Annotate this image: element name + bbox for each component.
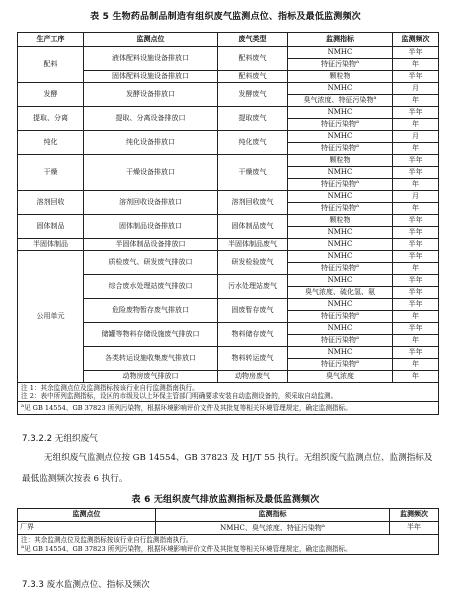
frequency-cell: 半年 (393, 107, 439, 119)
indicator-cell: NMHC (288, 167, 393, 179)
frequency-cell: 年 (393, 335, 439, 347)
indicator-text: 臭气浓度、特征污染物 (303, 96, 374, 105)
indicator-cell: 特征污染物$^a$ (288, 335, 393, 347)
gas-type-cell: 发酵废气 (218, 83, 288, 107)
indicator-text: 特征污染物 (321, 360, 356, 369)
indicator-cell: NMHC (288, 83, 393, 95)
indicator-cell: 特征污染物$^a$ (288, 263, 393, 275)
point-cell: 固体制品设备排放口 (84, 215, 218, 239)
indicator-cell: NMHC (288, 191, 393, 203)
point-cell: 各类转运设施收集废气排放口 (84, 347, 218, 371)
frequency-cell: 半年 (393, 287, 439, 299)
section-heading: 7.3.2.2 无组织废气 (22, 434, 98, 444)
table6-header-cell: 监测指标 (156, 509, 390, 522)
frequency-cell: 半年 (393, 347, 439, 359)
frequency-cell: 半年 (393, 323, 439, 335)
table5-footnote: $^a$见 GB 14554、GB 37823 所列污染物，根据环境影响评价文件及其批复等相关环境管理规定，确定监测指标。 (18, 402, 439, 414)
table-row (18, 191, 439, 203)
point-cell: 危险废物暂存废气排放口 (84, 299, 218, 323)
table-note-row (18, 535, 439, 555)
frequency-cell: 月 (393, 191, 439, 203)
gas-type-cell: 溶剂回收废气 (218, 191, 288, 215)
indicator-cell: NMHC (288, 323, 393, 335)
process-cell: 溶剂回收 (18, 191, 84, 215)
indicator-cell: 特征污染物$^a$ (288, 59, 393, 71)
indicator-text: 特征污染物 (321, 144, 356, 153)
gas-type-cell: 物料储存废气 (218, 323, 288, 347)
process-cell: 配料 (18, 47, 84, 83)
point-cell: 发酵设备排放口 (84, 83, 218, 107)
process-cell: 提取、分离 (18, 107, 84, 131)
gas-type-cell: 污水处理站废气 (218, 275, 288, 299)
frequency-cell: 半年 (393, 227, 439, 239)
gas-type-cell: 固废暂存废气 (218, 299, 288, 323)
indicator-cell: NMHC (288, 299, 393, 311)
table6-caption: 表 6 无组织废气排放监测指标及最低监测频次 (131, 495, 320, 505)
table-note-row (18, 402, 439, 414)
footnote-text: 见 GB 14554、GB 37823 所列污染物，根据环境影响评价文件及其批复等相关环境管理规定，确定监测指标。 (23, 545, 352, 554)
point-cell: 液体配料设施设备排放口 (84, 47, 218, 71)
indicator-cell: 特征污染物$^a$ (288, 359, 393, 371)
table-row (18, 215, 439, 227)
frequency-cell: 月 (393, 83, 439, 95)
indicator-text: 特征污染物 (321, 180, 356, 189)
point-cell: 储罐等物料存储设施废气排放口 (84, 323, 218, 347)
indicator-text: 特征污染物 (321, 312, 356, 321)
table6-notes (18, 535, 439, 555)
point-cell: 纯化设备排放口 (84, 131, 218, 155)
process-cell: 半固体制品 (18, 239, 84, 251)
indicator-text: NMHC、臭气浓度、特征污染物 (220, 523, 322, 532)
indicator-text: 特征污染物 (321, 120, 356, 129)
table-note-row (18, 383, 439, 402)
indicator-cell: 颗粒物 (288, 215, 393, 227)
point-cell: 厂界 (18, 522, 156, 535)
indicator-cell: NMHC (288, 347, 393, 359)
frequency-cell: 半年 (390, 522, 439, 535)
indicator-text: 特征污染物 (321, 60, 356, 69)
table5-header-cell: 监测频次 (393, 33, 439, 47)
indicator-cell: 特征污染物$^a$ (288, 179, 393, 191)
table5-caption: 表 5 生物药品制品制造有组织废气监测点位、指标及最低监测频次 (90, 12, 361, 22)
process-cell: 干燥 (18, 155, 84, 191)
gas-type-cell: 研发检验废气 (218, 251, 288, 275)
point-cell: 固体配料设施设备排放口 (84, 71, 218, 83)
table-note: 注 1：其余监测点位及监测指标按该行业自行监测指南执行。 (21, 384, 199, 392)
indicator-cell: 特征污染物$^a$ (288, 119, 393, 131)
indicator-cell: 颗粒物 (288, 155, 393, 167)
indicator-text: 特征污染物 (321, 204, 356, 213)
gas-type-cell: 固体制品废气 (218, 215, 288, 239)
table-row (18, 107, 439, 119)
process-cell: 公用单元 (18, 251, 84, 383)
gas-type-cell: 物料转运废气 (218, 347, 288, 371)
indicator-text: 特征污染物 (321, 264, 356, 273)
frequency-cell: 半年 (393, 155, 439, 167)
indicator-cell: 臭气浓度、硫化氢、氨 (288, 287, 393, 299)
indicator-cell: 特征污染物$^a$ (288, 203, 393, 215)
table6-header-cell: 监测频次 (390, 509, 439, 522)
gas-type-cell: 纯化废气 (218, 131, 288, 155)
indicator-cell: NMHC (288, 131, 393, 143)
table-row (18, 251, 439, 263)
indicator-cell: NMHC、臭气浓度、特征污染物$^a$ (156, 522, 390, 535)
frequency-cell: 半年 (393, 251, 439, 263)
process-cell: 发酵 (18, 83, 84, 107)
frequency-cell: 年 (393, 95, 439, 107)
indicator-cell: NMHC (288, 239, 393, 251)
indicator-cell: 臭气浓度、特征污染物$^a$ (288, 95, 393, 107)
frequency-cell: 半年 (393, 167, 439, 179)
table6-header-cell: 监测点位 (18, 509, 156, 522)
table5-notes (18, 383, 439, 402)
gas-type-cell: 半固体制品废气 (218, 239, 288, 251)
frequency-cell: 半年 (393, 275, 439, 287)
point-cell: 干燥设备排放口 (84, 155, 218, 191)
footnote-text: 见 GB 14554、GB 37823 所列污染物，根据环境影响评价文件及其批复等相关环境管理规定，确定监测指标。 (23, 404, 352, 413)
table-note: 注 2：表中所列监测指标，设区的市级及以上环保主管部门明确要求安装自动监测设备的，须采取自动监测。 (21, 392, 338, 401)
table5 (17, 32, 439, 415)
indicator-cell: NMHC (288, 275, 393, 287)
frequency-cell: 年 (393, 119, 439, 131)
indicator-cell: 颗粒物 (288, 71, 393, 83)
frequency-cell: 年 (393, 179, 439, 191)
point-cell: 质检废气、研发废气排放口 (84, 251, 218, 275)
indicator-cell: NMHC (288, 107, 393, 119)
frequency-cell: 年 (393, 311, 439, 323)
frequency-cell: 半年 (393, 239, 439, 251)
table5-header-cell: 监测点位 (84, 33, 218, 47)
section-heading: 7.3.3 废水监测点位、指标及频次 (22, 580, 150, 590)
frequency-cell: 年 (393, 203, 439, 215)
table-row (18, 522, 439, 535)
gas-type-cell: 配料废气 (218, 47, 288, 71)
point-cell: 半固体制品设备排放口 (84, 239, 218, 251)
table6-header-row (18, 509, 439, 522)
gas-type-cell: 配料废气 (218, 71, 288, 83)
frequency-cell: 年 (393, 371, 439, 383)
table-row (18, 239, 439, 251)
table-row (18, 47, 439, 59)
frequency-cell: 年 (393, 59, 439, 71)
table-row (18, 155, 439, 167)
frequency-cell: 半年 (393, 71, 439, 83)
table5-header-cell: 生产工序 (18, 33, 84, 47)
point-cell: 动物房废气排放口 (84, 371, 218, 383)
gas-type-cell: 干燥废气 (218, 155, 288, 191)
table6 (17, 508, 439, 555)
indicator-text: 特征污染物 (321, 336, 356, 345)
indicator-cell: 特征污染物$^a$ (288, 311, 393, 323)
frequency-cell: 半年 (393, 47, 439, 59)
indicator-cell: 臭气浓度 (288, 371, 393, 383)
frequency-cell: 半年 (393, 215, 439, 227)
point-cell: 综合废水处理站废气排放口 (84, 275, 218, 299)
table5-header-row (18, 33, 439, 47)
gas-type-cell: 动物房废气 (218, 371, 288, 383)
process-cell: 纯化 (18, 131, 84, 155)
indicator-cell: NMHC (288, 227, 393, 239)
table5-header-cell: 监测指标 (288, 33, 393, 47)
table5-header-cell: 废气类型 (218, 33, 288, 47)
indicator-cell: 特征污染物$^a$ (288, 143, 393, 155)
point-cell: 提取、分离设备排放口 (84, 107, 218, 131)
indicator-cell: NMHC (288, 251, 393, 263)
table-row (18, 83, 439, 95)
indicator-cell: NMHC (288, 47, 393, 59)
gas-type-cell: 提取废气 (218, 107, 288, 131)
frequency-cell: 半年 (393, 299, 439, 311)
frequency-cell: 年 (393, 263, 439, 275)
table-note: $^a$见 GB 14554、GB 37823 所列污染物，根据环境影响评价文件及其批复等相关环境管理规定，确定监测指标。 (21, 544, 352, 554)
frequency-cell: 年 (393, 143, 439, 155)
frequency-cell: 月 (393, 131, 439, 143)
table-row (18, 131, 439, 143)
point-cell: 溶剂回收设备排放口 (84, 191, 218, 215)
table-note: 注：其余监测点位及监测指标按该行业自行监测指南执行。 (21, 536, 193, 544)
body-paragraph: 无组织废气监测点位按 GB 14554、GB 37823 及 HJ/T 55 执行。无组织废气监测点位、监测指标及最低监测频次按表 6 执行。 (22, 453, 433, 484)
frequency-cell: 年 (393, 359, 439, 371)
process-cell: 固体制品 (18, 215, 84, 239)
